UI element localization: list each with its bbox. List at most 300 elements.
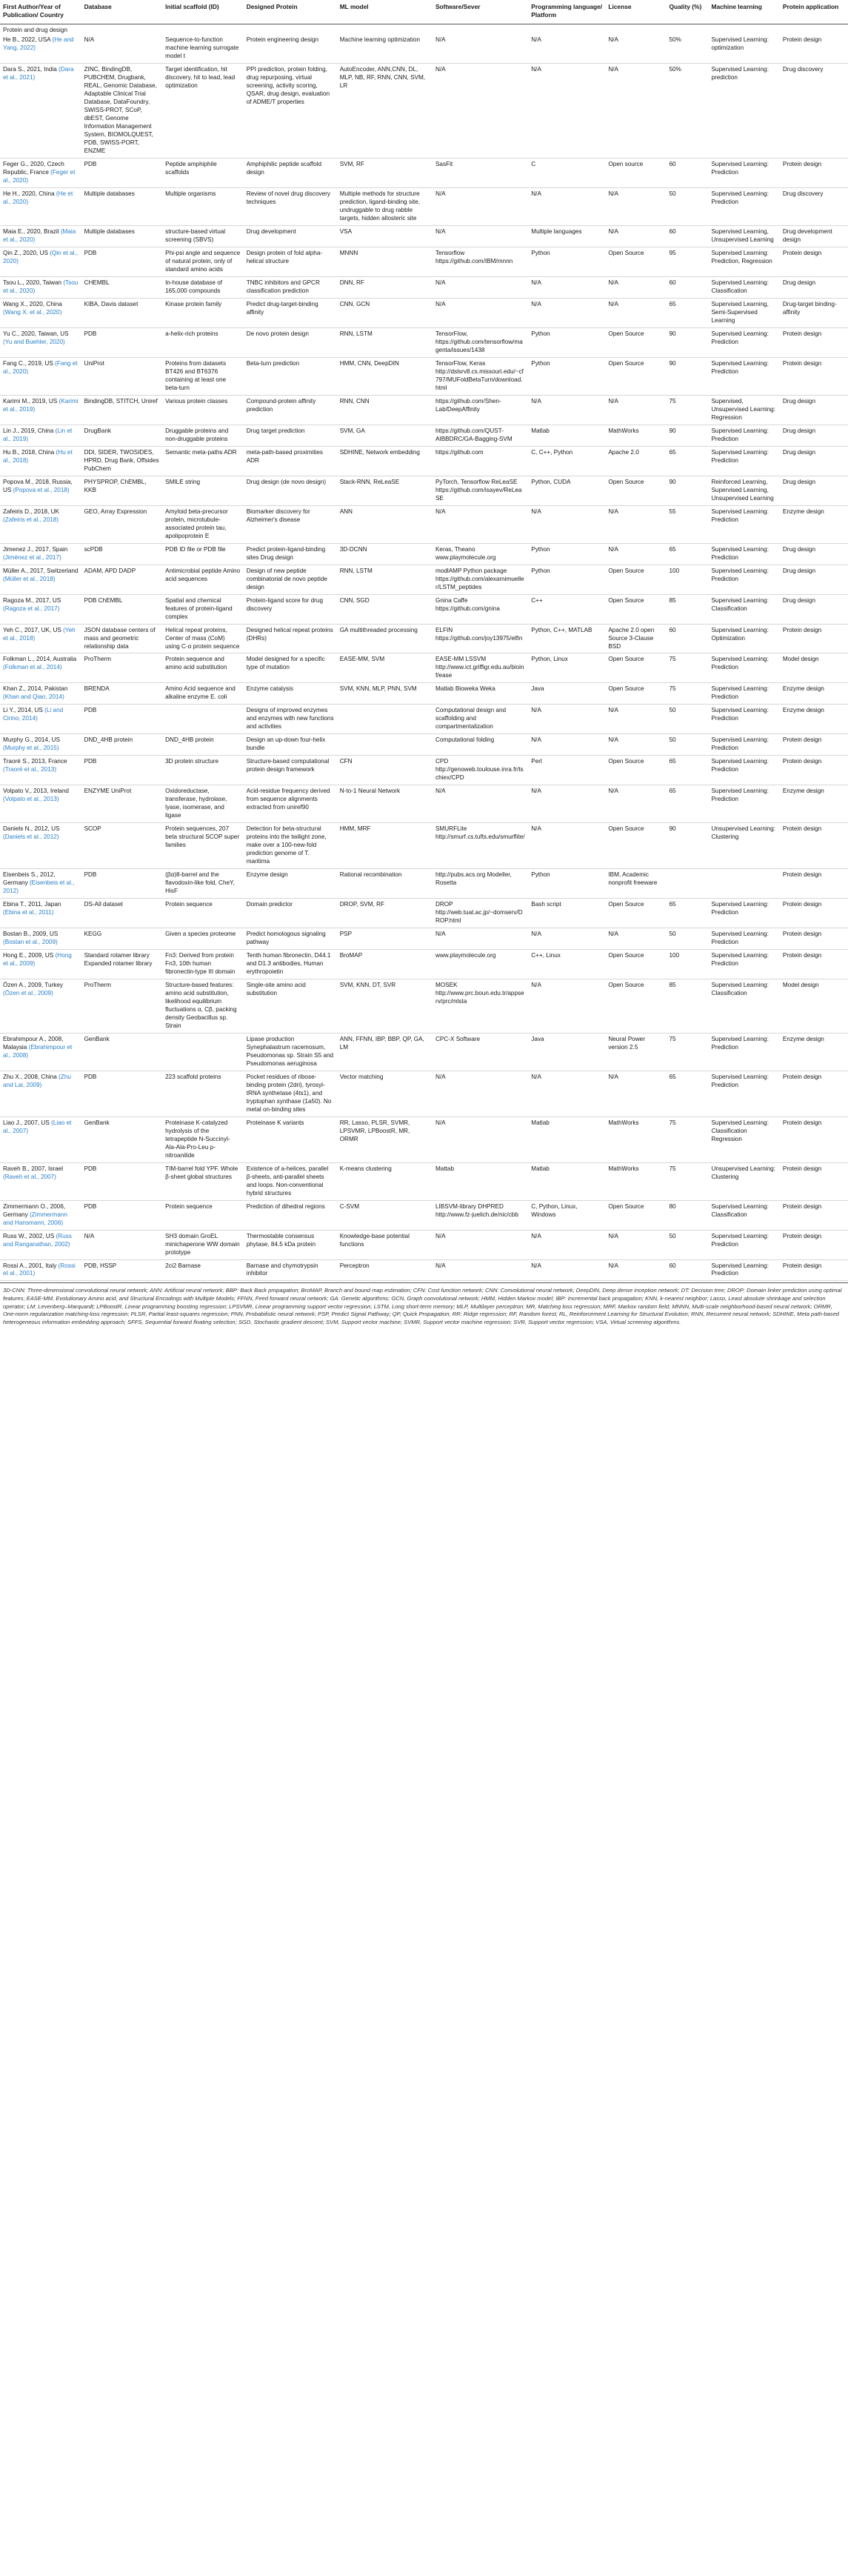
cell-quality: 85 [667,979,709,1033]
cell-software: N/A [433,299,528,328]
citation-link[interactable]: (Li and Cirino, 2014) [3,707,64,722]
cell-software: modlAMP Python package https://github.com/alexarnimueller/LSTM_peptides [433,565,528,594]
cell-ml-model: DROP, SVM, RF [337,899,433,928]
cell-database: DDI, SIDER, TWOSIDES, HPRD, Drug Bank, Offsides PubChem [81,446,163,476]
cell-language: Python [528,565,605,594]
cell-license: Open Source [605,823,666,869]
cell-protein-application: Model design [780,653,848,683]
cell-designed-protein: Design protein of fold alpha-helical structure [244,247,337,277]
cell-author [0,565,81,594]
section-row [0,24,848,34]
cell-machine-learning: Supervised Learning: Prediction [708,328,779,358]
cell-author [0,34,81,63]
cell-designed-protein: Acid-residue frequency derived from sequence alignments extracted from uniref90 [244,785,337,823]
cell-protein-application: Enzyme design [780,683,848,705]
cell-language: Matlab [528,1162,605,1200]
cell-designed-protein: Existence of a-helices, parallel β-sheets, anti-parallel sheets and loops. Non-conventional hybrid structures [244,1162,337,1200]
citation-link[interactable]: (Murphy et al., 2015) [3,745,59,752]
cell-author [0,1162,81,1200]
cell-software: Matlab Bioweka Weka [433,683,528,705]
cell-ml-model: SDHINE, Network embedding [337,446,433,476]
cell-database: DND_4HB protein [81,734,163,756]
citation-link[interactable]: (Jiménez et al., 2017) [3,553,61,561]
cell-language: C, C++, Python [528,446,605,476]
cell-ml-model: PSP [337,928,433,950]
cell-protein-application: Drug design [780,476,848,505]
cell-machine-learning: Supervised Learning: Prediction [708,188,779,226]
cell-designed-protein: Model designed for a specific type of mutation [244,653,337,683]
cell-software: SasFit [433,159,528,188]
cell-designed-protein: De novo protein design [244,328,337,358]
cell-protein-application: Drug discovery [780,188,848,226]
cell-database: UniProt [81,357,163,395]
cell-designed-protein: Tenth human fibronectin, D44.1 and D1.3 antibodies, Human erythropoietin [244,950,337,979]
citation-link[interactable]: (Özen et al., 2009) [3,989,53,996]
cell-protein-application: Drug design [780,565,848,594]
cell-software: N/A [433,277,528,299]
cell-language: N/A [528,979,605,1033]
cell-ml-model: Vector matching [337,1071,433,1116]
cell-machine-learning: Supervised Learning: Prediction [708,357,779,395]
col-protein-application: Protein application [780,0,848,24]
citation-link[interactable]: (Zhu and Lai, 2009) [3,1073,71,1088]
cell-database: N/A [81,1230,163,1259]
author-text: Özen A., 2009, Turkey [3,981,64,988]
cell-database: JSON database centers of mass and geometric relationship data [81,624,163,653]
cell-database: PDB [81,1071,163,1116]
cell-software: Keras, Theano www.playmolecule.org [433,543,528,565]
cell-author [0,1071,81,1116]
cell-ml-model: AutoEncoder, ANN,CNN, DL, MLP, NB, RF, RNN, CNN, SVM, LR [337,64,433,159]
citation-link[interactable]: (Traoré et al., 2013) [3,766,57,773]
cell-author [0,543,81,565]
cell-scaffold: Proteinase K-catalyzed hydrolysis of the tetrapeptide N-Succinyl-Ala-Ala-Pro-Leu p-nitroanilide [162,1116,244,1162]
cell-language: N/A [528,1071,605,1116]
cell-scaffold: Protein sequence [162,1200,244,1230]
cell-language: N/A [528,505,605,543]
cell-machine-learning: Supervised Learning: Optimization [708,624,779,653]
cell-ml-model: EASE-MM, SVM [337,653,433,683]
cell-license: Open Source [605,357,666,395]
author-text: Popova M., 2018, Russia, US [3,478,73,493]
citation-link[interactable]: (He et al., 2020) [3,190,73,206]
citation-link[interactable]: (Yu and Buehler, 2020) [3,338,65,345]
table-row [0,1033,848,1071]
cell-quality: 60 [667,226,709,247]
cell-software: MOSEK http://www.prc.boun.edu.tr/appserv/prc/mlsta [433,979,528,1033]
cell-ml-model: Multiple methods for structure prediction, ligand-binding site, undruggable to drug rabble targets, hidden allosteric site [337,188,433,226]
cell-designed-protein: Design of new peptide combinatorial de novo peptide design [244,565,337,594]
cell-author [0,1230,81,1259]
cell-scaffold: Protein sequences, 207 beta structural SCOP super families [162,823,244,869]
cell-quality: 65 [667,785,709,823]
cell-database: Multiple databases [81,188,163,226]
cell-designed-protein: PPI prediction, protein folding, drug repurposing, virtual screening, activity scoring, QSAR, drug design, evaluation of ADME/T properties [244,64,337,159]
cell-protein-application: Drug discovery [780,64,848,159]
cell-license: N/A [605,64,666,159]
cell-quality: 50% [667,64,709,159]
cell-ml-model: Knowledge-base potential functions [337,1230,433,1259]
cell-ml-model: CFN [337,756,433,785]
cell-language: N/A [528,395,605,425]
cell-designed-protein: Design an up-down four-helix bundle [244,734,337,756]
cell-protein-application: Enzyme design [780,785,848,823]
author-text: Russ W., 2002, US [3,1232,55,1239]
cell-license: N/A [605,395,666,425]
table-row [0,950,848,979]
author-text: Qin Z., 2020, US [3,250,48,257]
cell-designed-protein: Protein engineering design [244,34,337,63]
cell-license: Open Source [605,328,666,358]
cell-designed-protein: Lipase production Synephalastrum racemosum, Pseudomonas sp. Strain S5 and Pseudomonas aeruginosa [244,1033,337,1071]
citation-link[interactable]: (Khan and Qiao, 2014) [3,693,64,701]
citation-link[interactable]: (Fang et al., 2020) [3,359,78,375]
cell-software: N/A [433,188,528,226]
cell-software: LIBSVM-library DHPRED http://www.fz-juelich.de/nic/cbb [433,1200,528,1230]
cell-database: PDB [81,328,163,358]
cell-author [0,299,81,328]
cell-language: Python [528,357,605,395]
cell-quality: 50 [667,188,709,226]
col-language: Programming language/ Platform [528,0,605,24]
cell-scaffold: PDB ID file or PDB file [162,543,244,565]
citation-link[interactable]: (Feger et al., 2020) [3,169,76,184]
cell-machine-learning: Supervised Learning: Prediction [708,543,779,565]
citation-link[interactable]: (Karimi et al., 2019) [3,397,79,413]
citation-link[interactable]: (Bostan et al., 2009) [3,939,58,946]
cell-language: Python, Linux [528,653,605,683]
table-row [0,683,848,705]
cell-language: Multiple languages [528,226,605,247]
cell-license: MathWorks [605,1162,666,1200]
citation-link[interactable]: (Qin et al., 2020) [3,250,79,265]
cell-ml-model: CNN, GCN [337,299,433,328]
cell-scaffold: Protein sequence and amino acid substitution [162,653,244,683]
citation-link[interactable]: (Eisenbeis et al., 2012) [3,879,75,895]
cell-designed-protein: Predict drug-target-binding affinity [244,299,337,328]
cell-protein-application: Drug development design [780,226,848,247]
table-row [0,188,848,226]
cell-scaffold: Various protein classes [162,395,244,425]
cell-database: PDB [81,869,163,899]
col-license: License [605,0,666,24]
cell-machine-learning: Unsupervised Learning: Clustering [708,1162,779,1200]
cell-machine-learning: Supervised Learning: Classification [708,594,779,624]
cell-database: BRENDA [81,683,163,705]
cell-quality: 75 [667,395,709,425]
table-row [0,1259,848,1281]
author-text: Tsou L., 2020, Taiwan [3,279,62,287]
cell-machine-learning [708,869,779,899]
citation-link[interactable]: (Hu et al., 2018) [3,448,73,464]
cell-designed-protein: Single-site amino acid substitution [244,979,337,1033]
author-text: Yeh C., 2017, UK, US [3,626,61,633]
table-row [0,565,848,594]
table-row [0,1200,848,1230]
cell-ml-model: DNN, RF [337,277,433,299]
cell-machine-learning: Supervised Learning: Prediction [708,1259,779,1281]
cell-scaffold: a-helix-rich proteins [162,328,244,358]
cell-license: Apache 2.0 [605,446,666,476]
cell-software: https://github.com/QUST-AIBBDRC/GA-Bagging-SVM [433,425,528,446]
cell-machine-learning: Supervised Learning, Semi-Supervised Learning [708,299,779,328]
cell-database: ZINC, BindingDB, PUBCHEM, Drugbank, REAL, Genomic Database, Adaptable Clinical Trial Database, DataFoundry, SWISS-PROT, SCoP, dbEST, Genome Information Management System, BIOMOLQUEST, PDB, SWISS-PORT, ENZME [81,64,163,159]
cell-scaffold: Kinase protein family [162,299,244,328]
cell-license: Open Source [605,1200,666,1230]
citation-link[interactable]: (Dara et al., 2021) [3,66,74,81]
cell-quality: 75 [667,1116,709,1162]
cell-author [0,979,81,1033]
cell-machine-learning: Supervised Learning: Prediction [708,653,779,683]
citation-link[interactable]: (Wang X. et al., 2020) [3,309,62,316]
cell-author [0,277,81,299]
cell-protein-application: Protein design [780,1116,848,1162]
table-row [0,594,848,624]
citation-link[interactable]: (Volpato et al., 2013) [3,796,59,803]
cell-designed-protein: Designed helical repeat proteins (DHRs) [244,624,337,653]
cell-scaffold: DND_4HB protein [162,734,244,756]
cell-software: SMURFLite http://smurf.cs.tufts.edu/smurflite/ [433,823,528,869]
cell-quality: 50 [667,1230,709,1259]
citation-link[interactable]: (Zafeiris et al., 2018) [3,516,59,523]
author-text: Folkman L., 2014, Australia [3,656,77,663]
table-row [0,277,848,299]
cell-database: KIBA, Davis dataset [81,299,163,328]
citation-link[interactable]: (Folkman et al., 2014) [3,664,62,671]
citation-link[interactable]: (Ebina et al., 2011) [3,909,54,916]
cell-protein-application: Protein design [780,734,848,756]
cell-quality: 60 [667,277,709,299]
cell-machine-learning: Supervised Learning: Classification [708,979,779,1033]
cell-language: Python [528,328,605,358]
cell-language: Bash script [528,899,605,928]
cell-quality: 85 [667,594,709,624]
cell-software: N/A [433,226,528,247]
cell-ml-model: CNN, SGD [337,594,433,624]
cell-designed-protein: Structure-based computational protein design framework [244,756,337,785]
cell-machine-learning: Reinforced Learning, Supervised Learning, Unsupervised Learning [708,476,779,505]
cell-machine-learning: Supervised Learning: Prediction [708,950,779,979]
cell-quality: 95 [667,247,709,277]
cell-license: Open Source [605,476,666,505]
cell-protein-application: Protein design [780,1071,848,1116]
cell-software: EASE-MM LSSVM http://www.ict.griffigr.edu.au/bioinf/ease [433,653,528,683]
author-text: Raveh B., 2007, Israel [3,1165,64,1172]
citation-link[interactable]: (Russ and Ranganathan, 2002) [3,1232,72,1248]
cell-ml-model: SVM, GA [337,425,433,446]
cell-ml-model: K-means clustering [337,1162,433,1200]
cell-database: DrugBank [81,425,163,446]
cell-designed-protein: Drug development [244,226,337,247]
author-text: Wang X., 2020, China [3,301,62,308]
cell-scaffold: Amyloid beta-precursor protein, microtubule-associated protein tau, apolipoprotein E [162,505,244,543]
cell-language: Java [528,683,605,705]
cell-designed-protein: Predict protein-ligand-binding sites Drug design [244,543,337,565]
table-row [0,624,848,653]
cell-scaffold: structure-based virtual screening (SBVS) [162,226,244,247]
cell-quality: 90 [667,357,709,395]
citation-link[interactable]: (He and Yang, 2022) [3,36,74,52]
cell-ml-model: HMM, MRF [337,823,433,869]
cell-machine-learning: Supervised Learning: Classification Regression [708,1116,779,1162]
cell-software: N/A [433,1259,528,1281]
section-label: Protein and drug design [3,26,67,33]
cell-license: Open Source [605,565,666,594]
cell-author [0,1200,81,1230]
cell-quality: 65 [667,446,709,476]
author-text: Ragoza M., 2017, US [3,596,61,604]
table-row [0,247,848,277]
citation-link[interactable]: (Tsou et al., 2020) [3,279,79,295]
cell-protein-application: Protein design [780,357,848,395]
cell-ml-model: N-to-1 Neural Network [337,785,433,823]
cell-scaffold: 3D protein structure [162,756,244,785]
cell-software: PyTorch, Tensorflow ReLeaSE https://github.com/isayev/ReLeaSE [433,476,528,505]
citation-link[interactable]: (Maia et al., 2020) [3,228,76,244]
cell-quality: 90 [667,425,709,446]
cell-scaffold: Proteins from datasets BT426 and BT6376 containing at least one beta-turn [162,357,244,395]
cell-database: GenBank [81,1033,163,1071]
cell-database: scPDB [81,543,163,565]
cell-quality: 50 [667,705,709,734]
cell-protein-application: Protein design [780,928,848,950]
cell-machine-learning: Supervised Learning: Prediction [708,928,779,950]
cell-machine-learning: Supervised Learning, Unsupervised Learning [708,226,779,247]
cell-language: C, Python, Linux, Windows [528,1200,605,1230]
cell-database: Multiple databases [81,226,163,247]
cell-software: Tensorflow https://github.com/IBM/mnnn [433,247,528,277]
col-designed-protein: Designed Protein [244,0,337,24]
cell-license: N/A [605,277,666,299]
table-row [0,785,848,823]
cell-author [0,357,81,395]
cell-machine-learning: Supervised Learning: Prediction [708,734,779,756]
cell-scaffold: Peptide amphiphile scaffolds [162,159,244,188]
cell-license: MathWorks [605,425,666,446]
cell-ml-model: BroMAP [337,950,433,979]
cell-scaffold: 223 scaffold proteins [162,1071,244,1116]
cell-quality: 65 [667,1071,709,1116]
cell-software: TensorFlow, https://github.com/tensorflow/magenta/issues/1438 [433,328,528,358]
cell-license: N/A [605,734,666,756]
cell-license: N/A [605,705,666,734]
cell-language: N/A [528,34,605,63]
table-row [0,1230,848,1259]
cell-scaffold: Fn3: Derived from protein Fn3, 10th human fibronectin-type III domain [162,950,244,979]
cell-ml-model: SVM, KNN, MLP, PNN, SVM [337,683,433,705]
cell-designed-protein: Compound-protein affinity prediction [244,395,337,425]
cell-ml-model: RNN, CNN [337,395,433,425]
cell-author [0,476,81,505]
citation-link[interactable]: (Ebrahimpour et al., 2008) [3,1043,73,1059]
cell-ml-model: RR, Lasso, PLSR, SVMR, LPSVMR, LPBoostR, MR, ORMR [337,1116,433,1162]
cell-scaffold: 2ci2 Barnase [162,1259,244,1281]
cell-protein-application: Drug-target binding-affinity [780,299,848,328]
cell-software: Gnina Caffe https://github.com/gnina [433,594,528,624]
cell-scaffold: Amino Acid sequence and alkaline enzyme E. coli [162,683,244,705]
table-row [0,299,848,328]
citation-link[interactable]: (Liao et al., 2007) [3,1119,72,1134]
citation-link[interactable]: (Daniels et al., 2012) [3,833,59,841]
cell-designed-protein: Thermostable consensus phytase, 84.5 kDa protein [244,1230,337,1259]
cell-designed-protein: Domain predictor [244,899,337,928]
cell-machine-learning: Supervised Learning: Prediction [708,756,779,785]
cell-database: PDB ChEMBL [81,594,163,624]
col-machine-learning: Machine learning [708,0,779,24]
citation-link[interactable]: (Rossi et al., 2001) [3,1262,76,1277]
author-text: Maia E., 2020, Brazil [3,228,59,236]
cell-designed-protein: Biomarker discovery for Alzheimer's disease [244,505,337,543]
author-text: Traoré S., 2013, France [3,758,67,765]
citation-link[interactable]: (Müller et al., 2018) [3,575,56,582]
cell-software: CPC-X Software [433,1033,528,1071]
cell-software: http://pubs.acs.org Modeller, Rosetta [433,869,528,899]
cell-ml-model: HMM, CNN, DeepDIN [337,357,433,395]
cell-software: N/A [433,1071,528,1116]
author-text: Zimmermann O., 2006, Germany [3,1202,66,1218]
cell-machine-learning: Supervised Learning: Prediction [708,1033,779,1071]
cell-license: Open Source [605,899,666,928]
cell-quality: 80 [667,1200,709,1230]
citation-link[interactable]: (Hong et al., 2009) [3,952,72,967]
cell-protein-application: Protein design [780,34,848,63]
cell-scaffold: In-house database of 165,000 compounds [162,277,244,299]
cell-machine-learning: Supervised Learning: Prediction [708,705,779,734]
cell-software: N/A [433,1230,528,1259]
cell-database: GEO, Array Expression [81,505,163,543]
citation-link[interactable]: (Zimmermann and Hansmann, 2006) [3,1211,67,1226]
cell-software: https://github.com [433,446,528,476]
cell-language: N/A [528,188,605,226]
table-row [0,395,848,425]
cell-protein-application: Protein design [780,899,848,928]
cell-machine-learning: Supervised Learning: Classification [708,277,779,299]
author-text: He H., 2020, China [3,190,55,198]
cell-author [0,1033,81,1071]
cell-database: BindingDB, STITCH, Uniref [81,395,163,425]
citation-link[interactable]: (Raveh et al., 2007) [3,1173,56,1180]
cell-ml-model [337,705,433,734]
cell-author [0,425,81,446]
cell-license: N/A [605,928,666,950]
cell-protein-application: Protein design [780,1259,848,1281]
cell-protein-application: Drug design [780,395,848,425]
cell-language: Java [528,1033,605,1071]
cell-author [0,823,81,869]
col-author: First Author/Year of Publication/ Country [0,0,81,24]
cell-scaffold: Sequence-to-function machine learning surrogate model t [162,34,244,63]
author-text: Dara S., 2021, India [3,66,57,73]
cell-software: https://github.com/Shen-Lab/DeepAffinity [433,395,528,425]
table-row [0,653,848,683]
cell-ml-model: ANN [337,505,433,543]
cell-quality: 75 [667,653,709,683]
cell-language: Perl [528,756,605,785]
cell-license: N/A [605,34,666,63]
cell-language: N/A [528,299,605,328]
author-text: Bostan B., 2009, US [3,931,59,938]
cell-license: Open Source [605,979,666,1033]
citation-link[interactable]: (Yeh et al., 2018) [3,626,76,642]
cell-quality: 50 [667,734,709,756]
cell-protein-application: Protein design [780,247,848,277]
cell-protein-application: Protein design [780,869,848,899]
cell-license: N/A [605,299,666,328]
author-text: Feger G., 2020, Czech Republic, France [3,161,64,176]
citation-link[interactable]: (Ragoza et al., 2017) [3,605,60,612]
citation-link[interactable]: (Popova et al., 2018) [13,486,70,493]
citation-link[interactable]: (Lin et al., 2019) [3,427,73,442]
